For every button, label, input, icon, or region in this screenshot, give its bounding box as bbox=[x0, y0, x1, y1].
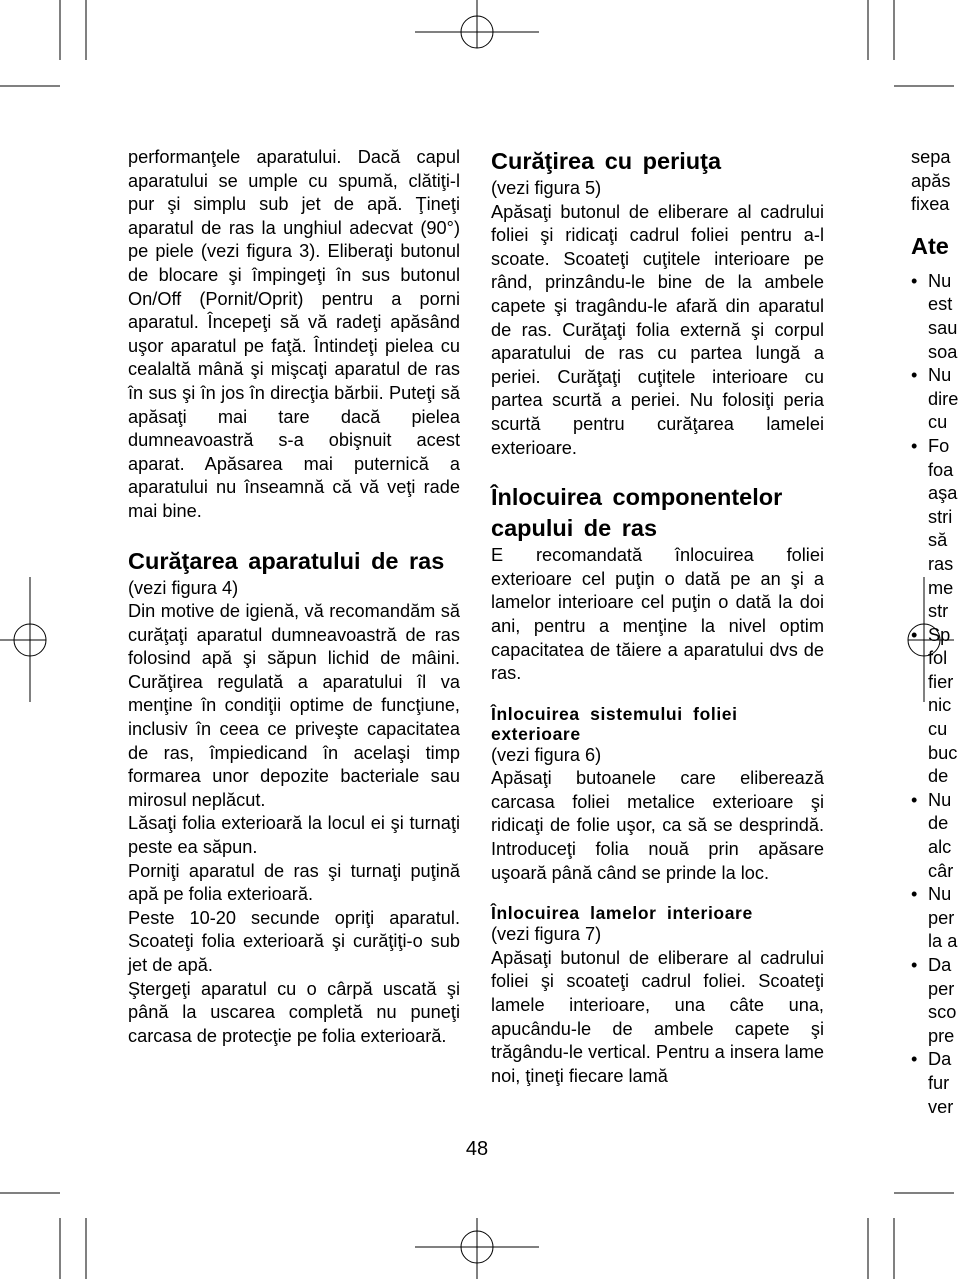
list-item: • Nu de alc câr bbox=[911, 789, 971, 883]
paragraph-cleaning-step: Lăsaţi folia exterioară la locul ei şi turnaţi peste ea săpun. bbox=[128, 813, 460, 858]
heading-brush-cleaning: Curăţirea cu periuţa bbox=[491, 148, 722, 174]
text-line: sepa bbox=[911, 147, 951, 167]
paragraph-replace-intro: E recomandată înlocuirea foliei exterioare cel puţin o dată pe an şi a lamelor interioare cel puţin o dată la doi ani, pentru a menţine la nivel optim capacitatea de tăiere a aparatului dvs de ras. bbox=[491, 545, 824, 684]
paragraph-cleaning-step: Peste 10-20 secunde opriţi aparatul. Scoateţi folia exterioară şi curăţiţi-o sub jet de apă. bbox=[128, 907, 460, 975]
list-item: • Da per sco pre bbox=[911, 954, 971, 1048]
heading-replace-outer-foil: Înlocuirea sistemului foliei exterioare bbox=[491, 703, 738, 744]
heading-replace-inner-blades: Înlocuirea lamelor interioare bbox=[491, 903, 753, 924]
heading-replace-components: Înlocuirea componentelor capului de ras bbox=[491, 484, 783, 542]
paragraph-brush-cleaning: Apăsaţi butonul de eliberare al cadrului foliei şi ridicaţi cadrul foliei pentru a-l scoate. Scoateţi cuţitele interioare pe rând, prinzându-le bine de la ambele capete şi tragându-le afară din aparatul de ras. Curăţaţi folia externă şi corpul aparatului de ras cu partea lungă a periei. Curăţaţi cuţitele interioare cu partea scurtă a periei. Nu folosiţi peria scurtă pentru curăţarea lamelei exterioare. bbox=[491, 201, 824, 458]
column-right-cropped bbox=[911, 146, 971, 1119]
list-item: • Nu per la a bbox=[911, 883, 971, 954]
heading-attention: Ate bbox=[911, 232, 949, 259]
paragraph-cleaning-step: Porniţi aparatul de ras şi turnaţi puţină apă pe folia exterioară. bbox=[128, 860, 460, 905]
figure-reference: (vezi figura 6) bbox=[491, 744, 602, 765]
column-middle bbox=[491, 146, 824, 1088]
page-number: 48 bbox=[465, 1138, 489, 1160]
text-line: apăs bbox=[911, 170, 951, 191]
list-item: • Da fur ver bbox=[911, 1048, 971, 1119]
paragraph-cleaning-step: Ştergeţi aparatul cu o cârpă uscată şi până la uscarea completă nu puneţi carcasa de protecţie pe folia exterioară. bbox=[128, 978, 460, 1046]
paragraph-shaving-technique: performanţele aparatului. Dacă capul aparatului se umple cu spumă, clătiţi-l pur şi simplu sub jet de apă. Ţineţi aparatul de ras la unghiul adecvat (90°) pe piele (vezi figura 3). Eliberaţi butonul de blocare şi împingeţi în sus butonul On/Off (Pornit/Oprit) pentru a porni aparatul. Începeţi să vă radeţi apăsând uşor aparatul pe faţă. Întindeţi pielea cu cealaltă mână şi mişcaţi aparatul de ras în sus şi în jos în direcţia bărbii. Puteţi să apăsaţi mai tare dacă pielea dumneavoastră s-a obişnuit acest aparat. Apăsarea mai puternică a aparatului nu înseamnă că vă veţi rade mai bine. bbox=[128, 147, 460, 521]
warning-list bbox=[911, 270, 971, 1119]
figure-reference: (vezi figura 4) bbox=[128, 577, 239, 598]
list-item: • Nu est sau soa bbox=[911, 270, 971, 364]
figure-reference: (vezi figura 7) bbox=[491, 924, 602, 945]
heading-cleaning-shaver: Curăţarea aparatului de ras bbox=[128, 547, 445, 574]
paragraph-cleaning-intro: Din motive de igienă, vă recomandăm să curăţaţi aparatul dumneavoastră de ras folosind apă şi săpun lichid de mâini. Curăţirea regulată a aparatului îl va menţine în condiţii optime de funcţiune, inclusiv în ceea ce priveşte capacitatea de ras, împiedicand în acelaşi timp formarea unor depozite bacteriale sau mirosul neplăcut. bbox=[128, 601, 460, 810]
column-left bbox=[128, 146, 460, 1048]
paragraph-replace-inner-blades: Apăsaţi butonul de eliberare al cadrului foliei şi scoateţi cadrul foliei. Scoateţi lamele interioare, una câte una, apucându-le de ambele capete şi trăgându-le vertical. Pentru a insera lame noi, ţineţi fiecare lamă bbox=[491, 947, 824, 1086]
list-item: • Fo foa aşa stri să ras me str bbox=[911, 435, 971, 624]
list-item: • Sp fol fier nic cu buc de bbox=[911, 624, 971, 789]
figure-reference: (vezi figura 5) bbox=[491, 178, 602, 198]
paragraph-replace-outer-foil: Apăsaţi butoanele care eliberează carcasa foliei metalice exterioare şi ridicaţi de folie uşor, ca să se desprindă. Introduceţi folia nouă prin apăsare uşoară până când se prinde la loc. bbox=[491, 768, 824, 883]
list-item: • Nu dire cu bbox=[911, 364, 971, 435]
text-line: fixea bbox=[911, 194, 950, 215]
